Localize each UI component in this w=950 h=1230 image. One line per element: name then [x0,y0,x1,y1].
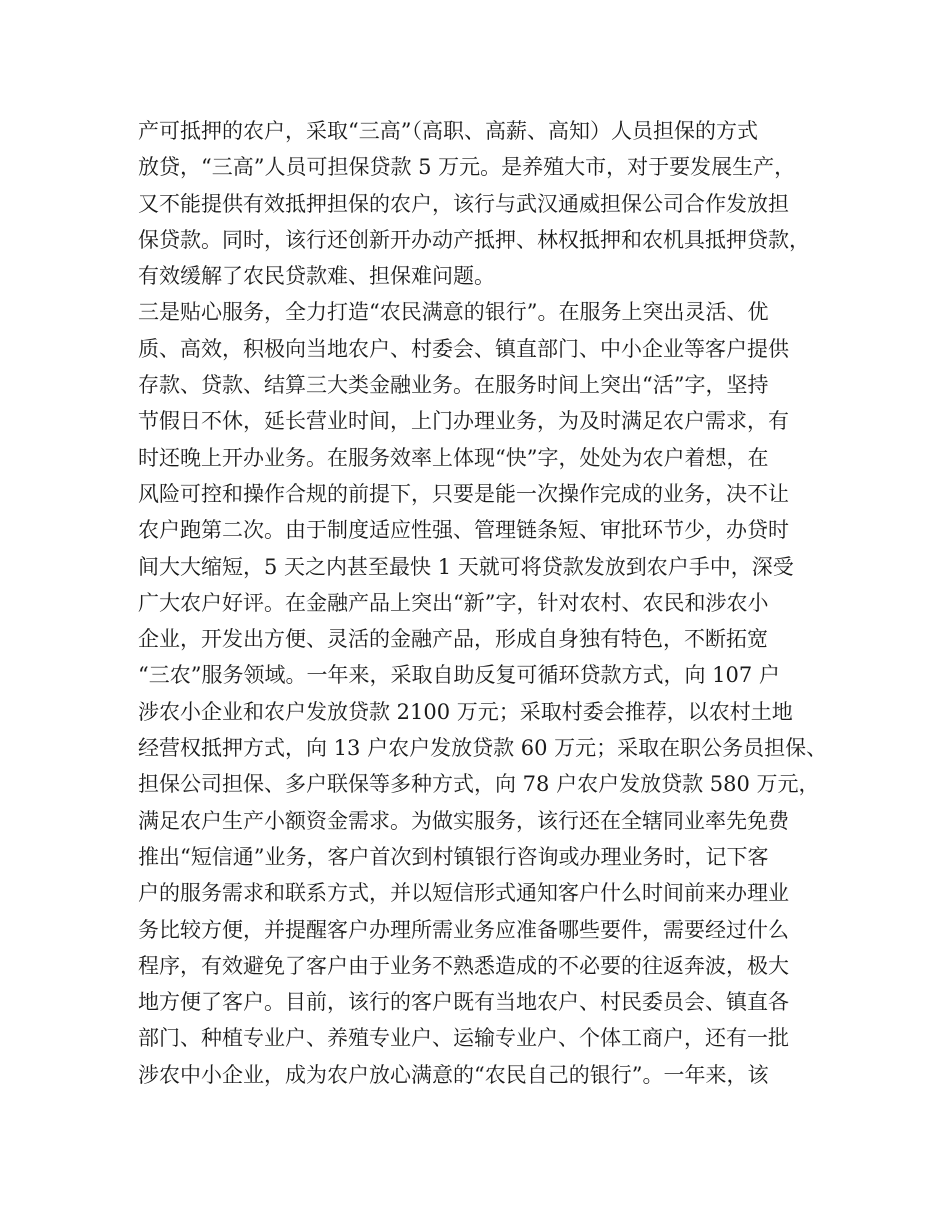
text-line: 涉农中小企业，成为农户放心满意的“农民自己的银行”。一年来，该 [138,1062,769,1087]
text-line: 农户跑第二次。由于制度适应性强、管理链条短、审批环节少，办贷时 [138,518,789,543]
text-line: 又不能提供有效抵押担保的农户，该行与武汉通威担保公司合作发放担 [138,191,789,216]
text-line: “三农”服务领域。一年来，采取自助反复可循环贷款方式，向 107 户 [138,663,780,688]
text-line: 满足农户生产小额资金需求。为做实服务，该行还在全辖同业率先免费 [138,808,789,833]
text-line: 推出“短信通”业务，客户首次到村镇银行咨询或办理业务时，记下客 [138,844,769,869]
text-line: 经营权抵押方式，向 13 户农户发放贷款 60 万元；采取在职公务员担保、 [138,736,828,761]
text-line: 时还晚上开办业务。在服务效率上体现“快”字，处处为农户着想，在 [138,445,769,470]
paragraph-start-line: 三是贴心服务，全力打造“农民满意的银行”。在服务上突出灵活、优 [138,300,769,325]
text-line: 存款、贷款、结算三大类金融业务。在服务时间上突出“活”字，坚持 [138,373,769,398]
text-line: 广大农户好评。在金融产品上突出“新”字，针对农村、农民和涉农小 [138,590,769,615]
text-line: 质、高效，积极向当地农户、村委会、镇直部门、中小企业等客户提供 [138,336,789,361]
text-line: 担保公司担保、多户联保等多种方式，向 78 户农户发放贷款 580 万元， [138,772,820,797]
text-line: 节假日不休，延长营业时间，上门办理业务，为及时满足农户需求，有 [138,409,789,434]
text-line: 风险可控和操作合规的前提下，只要是能一次操作完成的业务，决不让 [138,481,789,506]
text-line: 涉农小企业和农户发放贷款 2100 万元；采取村委会推荐，以农村土地 [138,699,793,724]
text-line: 放贷，“三高”人员可担保贷款 5 万元。是养殖大市，对于要发展生产， [138,155,796,180]
text-line: 部门、种植专业户、养殖专业户、运输专业户、个体工商户，还有一批 [138,1026,789,1051]
text-line: 保贷款。同时，该行还创新开办动产抵押、林权抵押和农机具抵押贷款， [138,227,810,252]
text-line: 地方便了客户。目前，该行的客户既有当地农户、村民委员会、镇直各 [138,990,789,1015]
text-line: 间大大缩短，5 天之内甚至最快 1 天就可将贷款发放到农户手中，深受 [138,554,794,579]
text-line: 企业，开发出方便、灵活的金融产品，形成自身独有特色，不断拓宽 [138,627,768,652]
text-line: 户的服务需求和联系方式，并以短信形式通知客户什么时间前来办理业 [138,881,789,906]
text-line: 程序，有效避免了客户由于业务不熟悉造成的不必要的往返奔波，极大 [138,953,789,978]
text-line: 务比较方便，并提醒客户办理所需业务应准备哪些要件，需要经过什么 [138,917,789,942]
body-text [138,113,828,1093]
text-line: 有效缓解了农民贷款难、担保难问题。 [138,264,495,289]
text-line: 产可抵押的农户，采取“三高”（高职、高薪、高知）人员担保的方式 [138,119,758,143]
